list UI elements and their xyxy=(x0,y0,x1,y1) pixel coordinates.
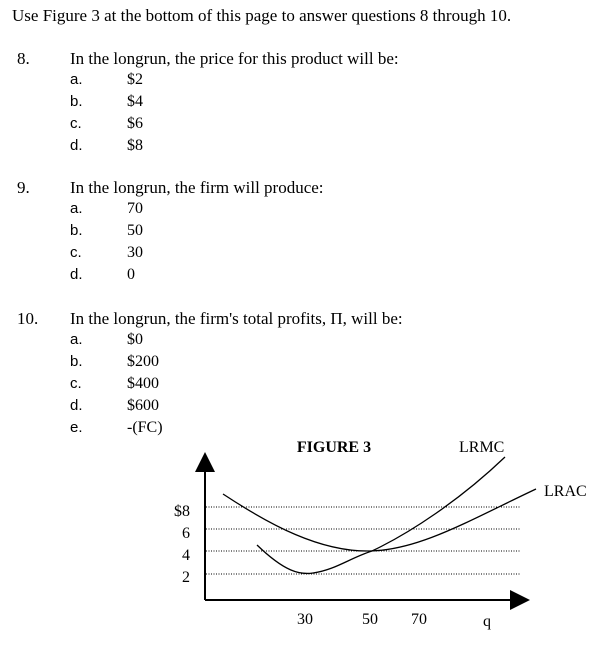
lrac-label: LRAC xyxy=(544,483,587,500)
x-axis-label: q xyxy=(483,613,491,630)
option-value: $400 xyxy=(127,375,159,392)
option-value: 30 xyxy=(127,244,143,261)
option-value: $200 xyxy=(127,353,159,370)
option-value: 70 xyxy=(127,200,143,217)
option-letter: a. xyxy=(70,71,83,88)
option-letter: d. xyxy=(70,266,83,283)
lrmc-label: LRMC xyxy=(459,439,505,456)
question-text: In the longrun, the firm will produce: xyxy=(70,178,324,197)
instructions: Use Figure 3 at the bottom of this page to answer questions 8 through 10. xyxy=(12,6,512,25)
x-tick-label: 50 xyxy=(362,611,378,628)
option-letter: d. xyxy=(70,397,83,414)
option-value: $4 xyxy=(127,93,143,110)
question-number: 8. xyxy=(17,49,30,68)
option-letter: c. xyxy=(70,244,82,261)
option-letter: c. xyxy=(70,115,82,132)
option-letter: a. xyxy=(70,331,83,348)
option-letter: b. xyxy=(70,353,83,370)
option-value: 0 xyxy=(127,266,135,283)
y-tick-label: 6 xyxy=(182,525,190,542)
option-letter: b. xyxy=(70,222,83,239)
option-value: $8 xyxy=(127,137,143,154)
figure-title: FIGURE 3 xyxy=(296,439,372,456)
option-value: -(FC) xyxy=(127,419,163,436)
question-number: 9. xyxy=(17,178,30,197)
option-letter: a. xyxy=(70,200,83,217)
option-letter: b. xyxy=(70,93,83,110)
option-letter: c. xyxy=(70,375,82,392)
option-letter: d. xyxy=(70,137,83,154)
option-value: $6 xyxy=(127,115,143,132)
lrmc-curve xyxy=(257,457,505,573)
option-value: $0 xyxy=(127,331,143,348)
y-tick-label: $8 xyxy=(174,503,190,520)
option-value: $2 xyxy=(127,71,143,88)
option-letter: e. xyxy=(70,419,83,436)
question-text: In the longrun, the price for this product will be: xyxy=(70,49,399,68)
x-tick-label: 70 xyxy=(411,611,427,628)
x-tick-label: 30 xyxy=(297,611,313,628)
question-number: 10. xyxy=(17,309,39,328)
option-value: 50 xyxy=(127,222,143,239)
lrac-curve xyxy=(223,489,536,551)
y-tick-label: 4 xyxy=(182,547,190,564)
option-value: $600 xyxy=(127,397,159,414)
question-text: In the longrun, the firm's total profits, Π, will be: xyxy=(70,309,403,328)
y-tick-label: 2 xyxy=(182,569,190,586)
